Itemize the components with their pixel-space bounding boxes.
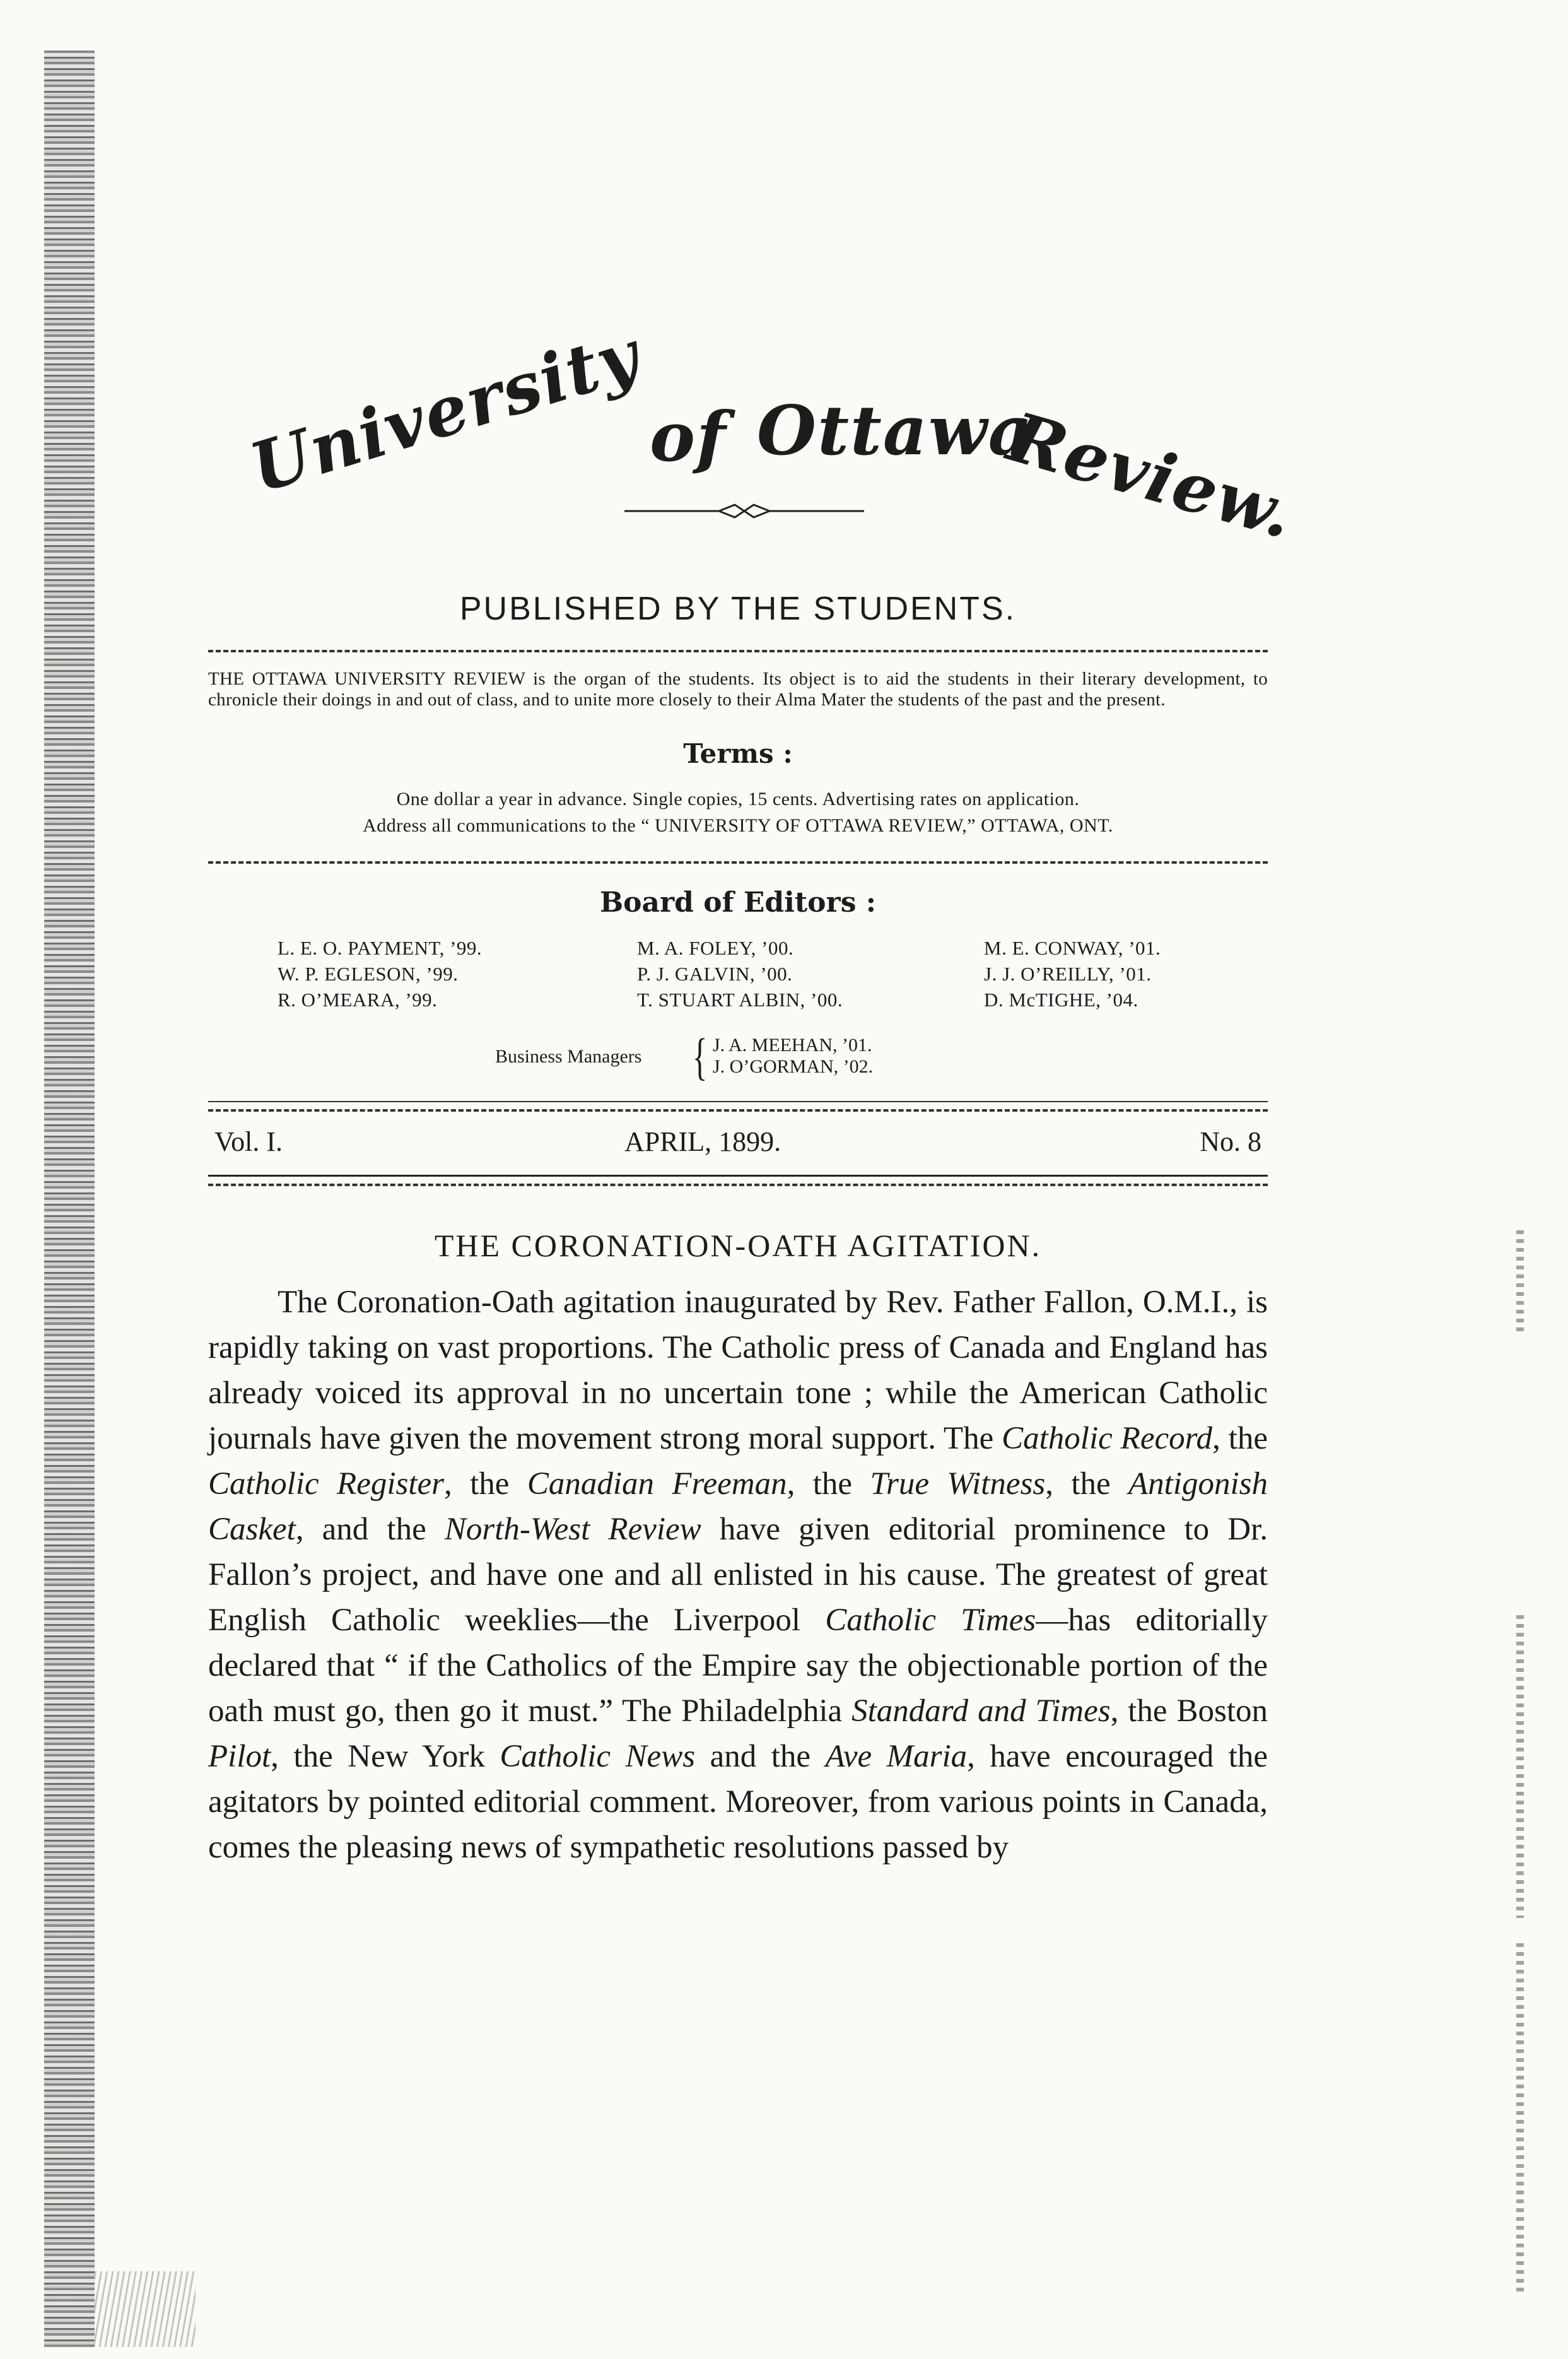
text-run: have given editorial prominence to Dr. Fallon’s project, and have one and all enlisted in his cause. The greatest of great English Catholic weeklies—the Liverpool bbox=[208, 1512, 1268, 1638]
text-run: , the bbox=[787, 1466, 853, 1502]
masthead-word: University bbox=[242, 315, 649, 509]
editors-column bbox=[278, 935, 482, 1013]
text-run: , the bbox=[1212, 1421, 1268, 1456]
editor-name: R. O’MEARA, ’99. bbox=[278, 989, 438, 1011]
binding-shadow bbox=[95, 2271, 196, 2347]
divider-rule bbox=[208, 1101, 1268, 1102]
publication-title: Standard and Times bbox=[851, 1693, 1111, 1729]
editor-name: L. E. O. PAYMENT, ’99. bbox=[278, 937, 483, 959]
text-run: , the bbox=[444, 1466, 510, 1502]
divider-rule bbox=[208, 650, 1268, 652]
masthead-word: of bbox=[650, 397, 727, 477]
editor-name: P. J. GALVIN, ’00. bbox=[637, 963, 793, 985]
editors-column bbox=[637, 935, 843, 1013]
masthead-word: Review. bbox=[1000, 397, 1304, 555]
masthead-word: Ottawa bbox=[757, 391, 1034, 471]
text-run: —has editorially declared that “ if the Catholics of the Empire say the objectionable portion of the oath must go, then go it must.” The Philadelphia bbox=[208, 1603, 1268, 1729]
publication-title: Catholic News bbox=[500, 1739, 696, 1774]
issue-date: APRIL, 1899. bbox=[624, 1126, 781, 1157]
volume-number: Vol. I. bbox=[214, 1126, 283, 1157]
text-run: , have encouraged the agitators by pointed editorial comment. Moreover, from various points in Canada, comes the pleasing news of sympathetic resolutions passed by bbox=[208, 1739, 1268, 1865]
board-heading: Board of Editors : bbox=[599, 886, 877, 919]
divider-rule bbox=[208, 1175, 1268, 1177]
manager-name: J. O’GORMAN, ’02. bbox=[713, 1056, 874, 1077]
article-title: THE CORONATION-OATH AGITATION. bbox=[434, 1228, 1042, 1263]
editor-name: M. A. FOLEY, ’00. bbox=[637, 937, 794, 959]
publication-title: Catholic Register bbox=[208, 1466, 444, 1502]
editors-column bbox=[984, 935, 1161, 1013]
publication-title: Catholic Record bbox=[1002, 1421, 1213, 1456]
editor-name: J. J. O’REILLY, ’01. bbox=[984, 963, 1152, 985]
page-binding-edge bbox=[44, 50, 95, 2347]
publication-title: Ave Maria bbox=[825, 1739, 968, 1774]
editor-name: M. E. CONWAY, ’01. bbox=[984, 937, 1161, 959]
text-run: , and the bbox=[295, 1512, 426, 1547]
margin-mark bbox=[1516, 1615, 1524, 1918]
margin-mark bbox=[1516, 1943, 1524, 2297]
issue-number: No. 8 bbox=[1200, 1126, 1261, 1157]
publication-title: True Witness bbox=[870, 1466, 1046, 1502]
publication-title: Pilot bbox=[208, 1739, 271, 1774]
publication-title: Catholic Times bbox=[825, 1603, 1036, 1638]
editor-name: T. STUART ALBIN, ’00. bbox=[637, 989, 843, 1011]
margin-mark bbox=[1516, 1230, 1524, 1331]
editor-name: D. McTIGHE, ’04. bbox=[984, 989, 1138, 1011]
terms-heading: Terms : bbox=[683, 738, 793, 769]
divider-rule bbox=[208, 861, 1268, 864]
business-managers-names bbox=[713, 1035, 873, 1078]
terms-line: One dollar a year in advance. Single copies, 15 cents. Advertising rates on application. bbox=[396, 789, 1080, 809]
publication-title: North-West Review bbox=[444, 1512, 701, 1547]
ornament-divider bbox=[624, 502, 864, 521]
text-run: , the bbox=[1045, 1466, 1111, 1502]
intro-paragraph: THE OTTAWA UNIVERSITY REVIEW is the organ of the students. Its object is to aid the students in their literary development, to chronicle their doings in and out of class, and to unite more closely to their Alma Mater the students of the past and the present. bbox=[208, 669, 1268, 710]
editor-name: W. P. EGLESON, ’99. bbox=[278, 963, 459, 985]
divider-rule bbox=[208, 1184, 1268, 1186]
publication-title: Antigonish Casket bbox=[208, 1466, 1268, 1547]
address-line: Address all communications to the “ UNIVERSITY OF OTTAWA REVIEW,” OTTAWA, ONT. bbox=[363, 815, 1113, 836]
text-run: , the Boston bbox=[1110, 1693, 1268, 1729]
article-body bbox=[208, 1280, 1268, 1870]
manager-name: J. A. MEEHAN, ’01. bbox=[713, 1035, 872, 1056]
publisher-line: PUBLISHED BY THE STUDENTS. bbox=[459, 591, 1017, 627]
brace-glyph: { bbox=[692, 1028, 708, 1085]
article-paragraph bbox=[208, 1280, 1268, 1870]
text-run: , the New York bbox=[271, 1739, 485, 1774]
text-run: The Coronation-Oath agitation inaugurated by Rev. Father Fallon, O.M.I., is rapidly taking on vast proportions. The Catholic press of Canada and England has already voiced its approval in no uncertain tone ; while the American Catholic journals have given the movement strong moral support. The bbox=[208, 1285, 1268, 1456]
business-managers-label: Business Managers bbox=[495, 1046, 642, 1067]
publication-title: Canadian Freeman bbox=[527, 1466, 787, 1502]
divider-rule bbox=[208, 1109, 1268, 1112]
text-run: and the bbox=[710, 1739, 811, 1774]
